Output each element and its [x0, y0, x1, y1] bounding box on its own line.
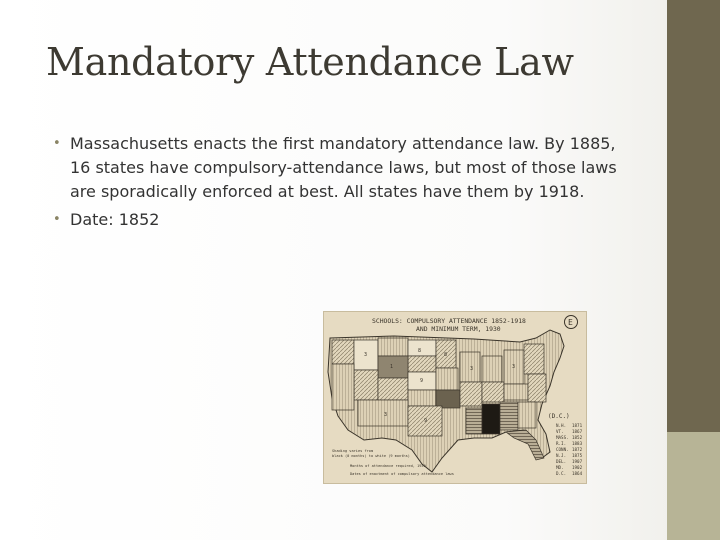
map-title-line-2: AND MINIMUM TERM, 1930: [416, 325, 501, 333]
svg-text:1: 1: [390, 364, 394, 370]
svg-text:3: 3: [384, 412, 388, 418]
bullet-list: [52, 132, 637, 236]
state-year: 1852: [572, 435, 583, 440]
legend-line-4: Dates of enactment of compulsory attendance laws: [350, 472, 454, 476]
state-abbr: VT.: [556, 429, 564, 434]
state-abbr: D.C.: [556, 471, 567, 476]
svg-text:3: 3: [470, 366, 474, 372]
state-enactment-list: [556, 423, 583, 476]
legend-line-2: black (0 months) to white (9 months): [332, 454, 410, 458]
state-abbr: MASS.: [556, 435, 569, 440]
state-abbr: CONN.: [556, 447, 569, 452]
state-abbr: N.J.: [556, 453, 567, 458]
us-attendance-map-image: [323, 311, 587, 484]
svg-text:3: 3: [364, 352, 368, 358]
svg-text:9: 9: [420, 378, 424, 384]
slide-title: Mandatory Attendance Law: [46, 40, 574, 84]
state-year: 1867: [572, 429, 583, 434]
state-year: 1875: [572, 453, 583, 458]
state-year: 1864: [572, 471, 583, 476]
state-year: 1883: [572, 441, 583, 446]
legend-line-3: Months of attendance required, 1930: [350, 464, 426, 468]
decorative-side-bar: [667, 0, 720, 432]
map-badge: E: [568, 318, 573, 327]
state-year: 1871: [572, 423, 583, 428]
svg-text:8: 8: [418, 348, 422, 354]
state-abbr: R.I.: [556, 441, 567, 446]
svg-text:3: 3: [512, 364, 516, 370]
decorative-side-bar-accent: [667, 432, 720, 540]
svg-text:8: 8: [444, 352, 448, 358]
state-abbr: MD.: [556, 465, 564, 470]
state-year: 1907: [572, 459, 583, 464]
map-figure: [324, 312, 586, 483]
map-title-line-1: SCHOOLS: COMPULSORY ATTENDANCE 1852-1918: [372, 317, 526, 325]
state-year: 1872: [572, 447, 583, 452]
state-abbr: N.H.: [556, 423, 567, 428]
bullet-item: • Date: 1852: [52, 208, 637, 232]
svg-text:9: 9: [424, 418, 428, 424]
state-year: 1902: [572, 465, 583, 470]
map-inset-label: (D.C.): [548, 413, 570, 420]
bullet-item: • Massachusetts enacts the first mandatory attendance law. By 1885, 16 states have compulsory-attendance laws, but most of those laws are sporadically enforced at best. All states have them by 1918.: [52, 132, 637, 204]
legend-line-1: Shading varies from: [332, 449, 374, 453]
state-abbr: DEL.: [556, 459, 567, 464]
